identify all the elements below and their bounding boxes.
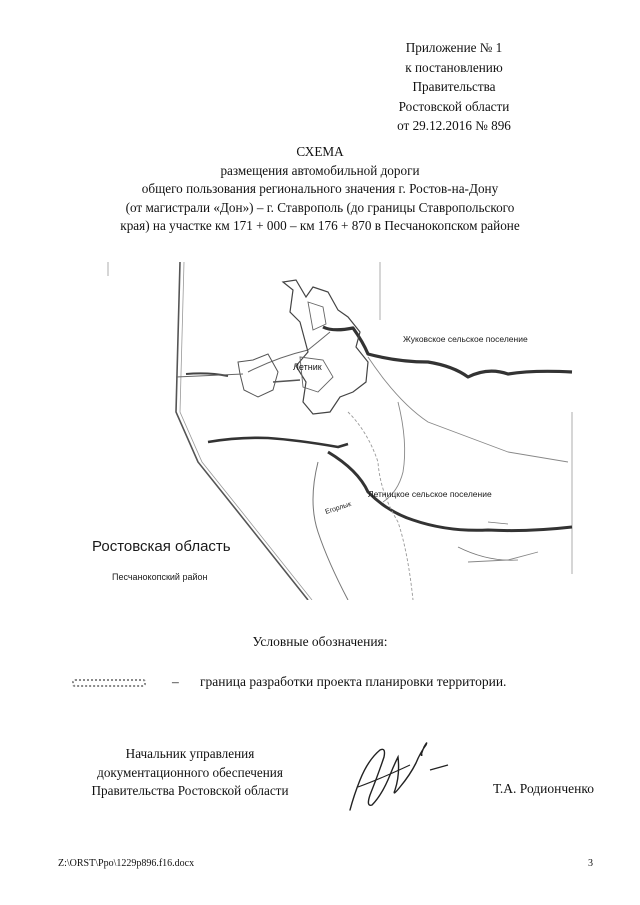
position-line: документационного обеспечения	[97, 764, 283, 780]
position-line: Начальник управления	[125, 746, 255, 761]
label-river: Егорлык	[324, 500, 353, 516]
appendix-header	[344, 38, 564, 136]
appendix-line: от 29.12.2016 № 896	[397, 118, 511, 133]
handwritten-signature	[340, 735, 460, 820]
settlement-block	[308, 302, 326, 330]
title-line: общего пользования регионального значения г. Ростов-на-Дону	[141, 181, 499, 196]
title-line: края) на участке км 171 + 000 – км 176 + 870 в Песчанокопском районе	[120, 218, 520, 233]
label-zhukovskoe: Жуковское сельское поселение	[403, 334, 528, 344]
local-road	[468, 552, 538, 562]
settlement-outline	[283, 280, 368, 414]
river-west	[208, 438, 348, 447]
signatory-name: Т.А. Родионченко	[493, 781, 594, 796]
position-line: Правительства Ростовской области	[91, 783, 289, 798]
legend-item	[72, 674, 572, 694]
map-drawing	[68, 262, 580, 600]
signatory-position	[55, 745, 325, 801]
local-road	[273, 380, 300, 382]
title-line: (от магистрали «Дон») – г. Ставрополь (до границы Ставропольского	[125, 199, 515, 215]
boundary-swatch	[72, 679, 146, 687]
label-region: Ростовская область	[92, 538, 231, 555]
stream	[313, 462, 348, 600]
stream	[458, 547, 518, 560]
document-title	[60, 143, 580, 236]
title-line: размещения автомобильной дороги	[220, 162, 420, 178]
legend-dash: –	[172, 674, 179, 689]
appendix-line: Приложение № 1	[405, 40, 503, 55]
label-letnitskoe: Летницкое сельское поселение	[368, 489, 492, 499]
legend-text: граница разработки проекта планировки территории.	[200, 674, 507, 689]
label-letnik: Летник	[293, 362, 322, 372]
appendix-line: Ростовской области	[398, 98, 510, 114]
file-path: Z:\ORST\Ppo\1229p896.f16.docx	[58, 858, 195, 869]
appendix-line: к постановлению	[405, 59, 503, 75]
local-road	[488, 522, 508, 524]
local-road	[348, 412, 413, 600]
scheme-map	[68, 262, 580, 600]
label-district: Песчанокопский район	[112, 572, 208, 582]
page-number: 3	[588, 858, 593, 869]
legend-title: Условные обозначения:	[252, 634, 388, 649]
title-heading: СХЕМА	[296, 144, 344, 159]
stream	[383, 402, 405, 502]
settlement-outline	[238, 354, 278, 397]
appendix-line: Правительства	[412, 79, 496, 94]
